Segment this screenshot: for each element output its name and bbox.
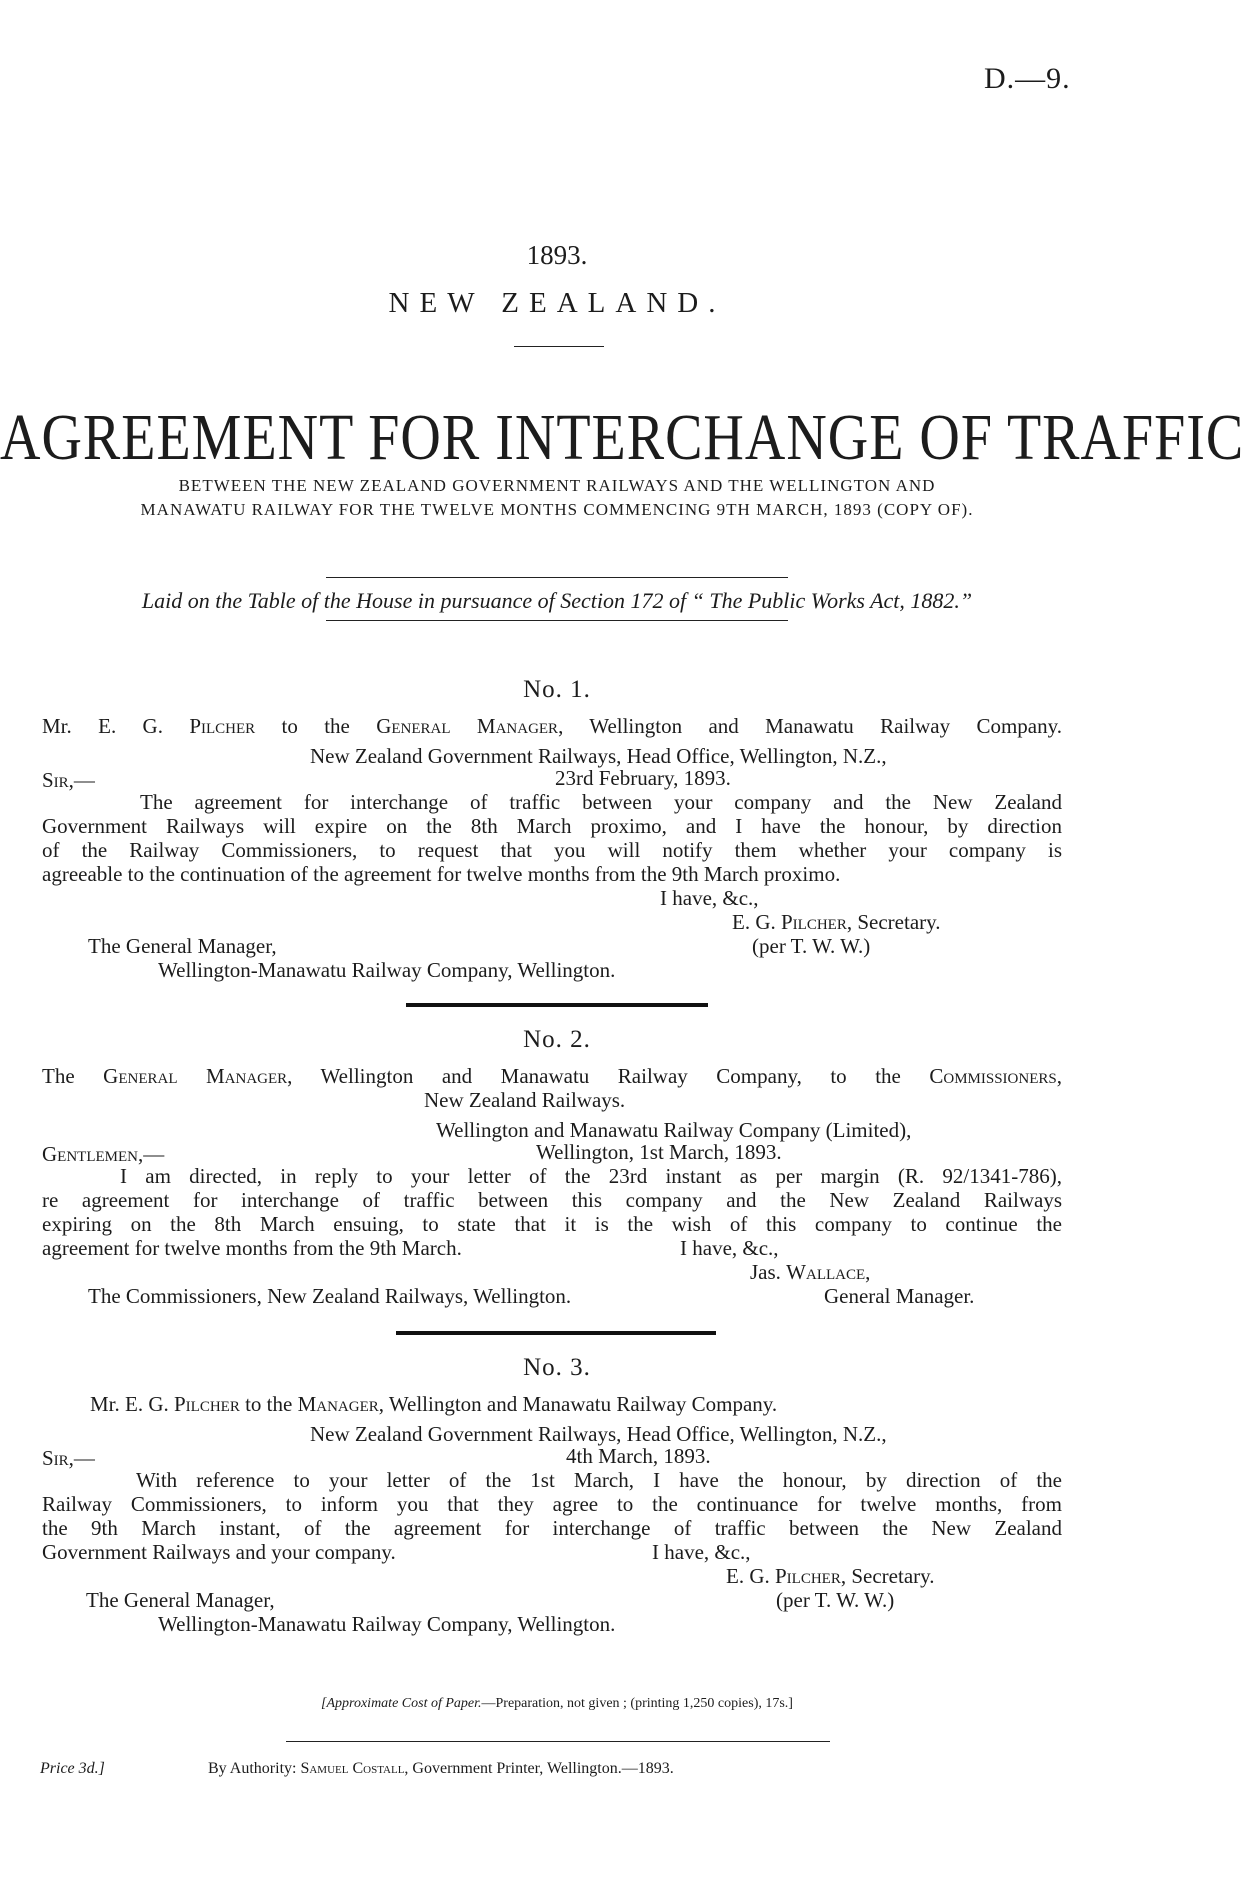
letter-3-date: 4th March, 1893. [566, 1444, 711, 1468]
laid-divider-bottom [326, 620, 788, 621]
letter-2-body-line: re agreement for interchange of traffic between this company and the New Zealand Railways [42, 1188, 1062, 1212]
letter-2-heading: The General Manager, Wellington and Manawatu Railway Company, to the Commissioners, [42, 1064, 1062, 1088]
laid-on-table-note: Laid on the Table of the House in pursuance of Section 172 of “ The Public Works Act, 1882.” [141, 588, 973, 613]
letter-1-body-line: Government Railways will expire on the 8th March proximo, and I have the honour, by direction [42, 814, 1062, 838]
letter-1-signature: E. G. Pilcher, Secretary. [732, 910, 941, 934]
letter-1-body-line: The agreement for interchange of traffic between your company and the New Zealand [140, 790, 1062, 814]
letter-1-salutation: Sir,— [42, 768, 95, 792]
letter-2-signature: Jas. Wallace, [750, 1260, 871, 1284]
letter-3-per: (per T. W. W.) [776, 1588, 895, 1612]
letter-2-addressee: The Commissioners, New Zealand Railways, Wellington. [88, 1284, 572, 1308]
footer-divider [286, 1741, 830, 1742]
letter-1-closing: I have, &c., [660, 886, 759, 910]
letter-2-body-line: I am directed, in reply to your letter of the 23rd instant as per margin (R. 92/1341-786), [120, 1164, 1062, 1188]
letter-2-date: Wellington, 1st March, 1893. [536, 1140, 782, 1164]
letter-3-body-line: Railway Commissioners, to inform you that they agree to the continuance for twelve months, from [42, 1492, 1062, 1516]
printer-authority: By Authority: Samuel Costall, Government Printer, Wellington.—1893. [208, 1760, 674, 1777]
letter-2-body-line: agreement for twelve months from the 9th March. [42, 1236, 462, 1260]
letter-1-body-line: agreeable to the continuation of the agreement for twelve months from the 9th March proximo. [42, 862, 841, 886]
letter-divider [396, 1331, 716, 1335]
main-title: AGREEMENT FOR INTERCHANGE OF TRAFFIC [0, 401, 1244, 475]
subtitle-line-1: BETWEEN THE NEW ZEALAND GOVERNMENT RAILWAYS AND THE WELLINGTON AND [178, 476, 936, 495]
letter-2-heading-line-2: New Zealand Railways. [424, 1088, 626, 1112]
price: Price 3d.] [40, 1760, 105, 1777]
country: NEW ZEALAND. [388, 287, 726, 319]
letter-2-body-line: expiring on the 8th March ensuing, to state that it is the wish of this company to continue the [42, 1212, 1062, 1236]
letter-3-body-line: Government Railways and your company. [42, 1540, 396, 1564]
letter-1-per: (per T. W. W.) [752, 934, 871, 958]
letter-3-body-line: the 9th March instant, of the agreement for interchange of traffic between the New Zealand [42, 1516, 1062, 1540]
letter-1-date: 23rd February, 1893. [555, 766, 731, 790]
letter-2-signatory-title: General Manager. [824, 1284, 975, 1308]
letter-3-signature: E. G. Pilcher, Secretary. [726, 1564, 935, 1588]
letter-3-salutation: Sir,— [42, 1446, 95, 1470]
letter-1-addressee: The General Manager, [88, 934, 277, 958]
letter-3-number: No. 3. [523, 1354, 591, 1381]
subtitle-line-2: MANAWATU RAILWAY FOR THE TWELVE MONTHS COMMENCING 9TH MARCH, 1893 (COPY OF). [140, 500, 974, 519]
letter-3-addressee: The General Manager, [86, 1588, 275, 1612]
letter-3-body-line: With reference to your letter of the 1st March, I have the honour, by direction of the [136, 1468, 1062, 1492]
year: 1893. [526, 240, 588, 270]
document-reference: D.—9. [984, 62, 1071, 95]
letter-2-closing: I have, &c., [680, 1236, 779, 1260]
letter-1-body-line: of the Railway Commissioners, to request that you will notify them whether your company is [42, 838, 1062, 862]
letter-1-number: No. 1. [523, 676, 591, 703]
letter-3-addressee-company: Wellington-Manawatu Railway Company, Wellington. [158, 1612, 616, 1636]
letter-1-heading: Mr. E. G. Pilcher to the General Manager, Wellington and Manawatu Railway Company. [42, 714, 1063, 738]
title-divider [514, 346, 604, 347]
letter-2-salutation: Gentlemen,— [42, 1142, 165, 1166]
letter-3-heading: Mr. E. G. Pilcher to the Manager, Wellington and Manawatu Railway Company. [90, 1392, 778, 1416]
letter-3-closing: I have, &c., [652, 1540, 751, 1564]
letter-1-address: New Zealand Government Railways, Head Office, Wellington, N.Z., [310, 744, 887, 768]
letter-1-addressee-company: Wellington-Manawatu Railway Company, Wellington. [158, 958, 616, 982]
approximate-cost-note: [Approximate Cost of Paper.—Preparation, not given ; (printing 1,250 copies), 17s.] [321, 1696, 793, 1711]
letter-2-address: Wellington and Manawatu Railway Company (Limited), [436, 1118, 912, 1142]
letter-divider [406, 1003, 708, 1007]
letter-2-number: No. 2. [523, 1026, 591, 1053]
laid-divider-top [326, 577, 788, 578]
letter-3-address: New Zealand Government Railways, Head Office, Wellington, N.Z., [310, 1422, 887, 1446]
